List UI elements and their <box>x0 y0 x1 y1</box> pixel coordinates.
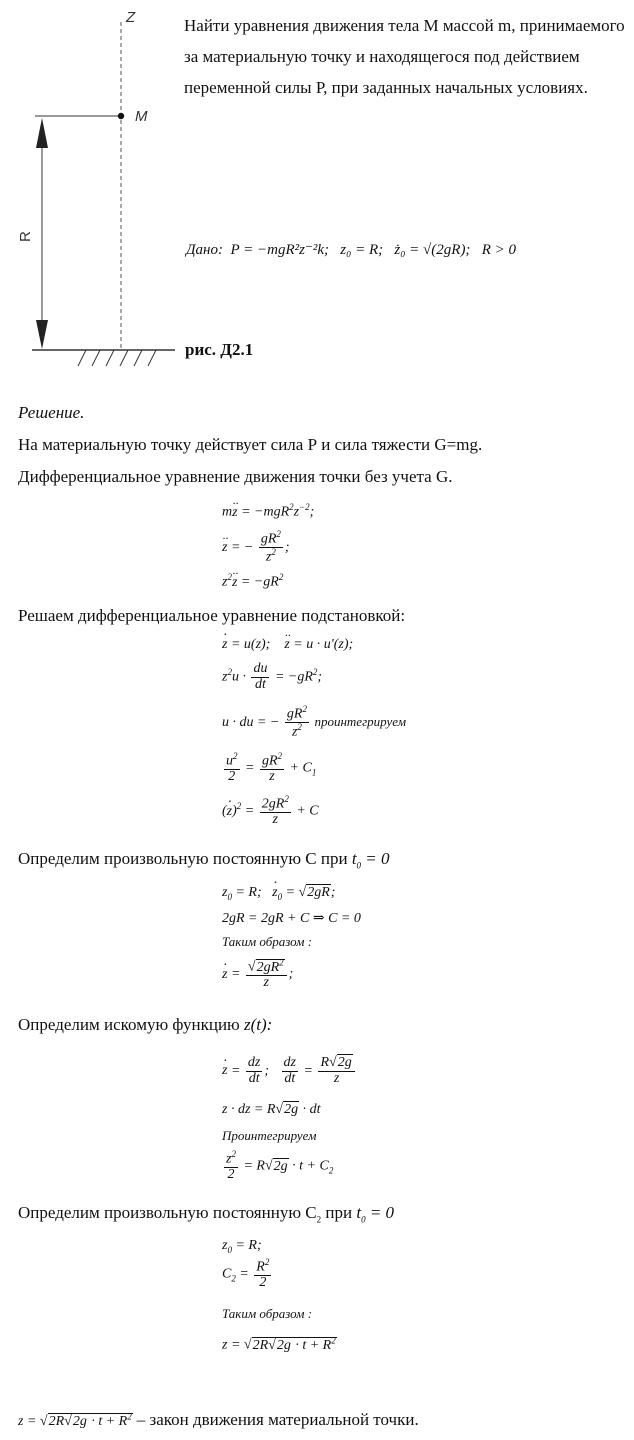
eq-dzdt: · z = $\frac{dz}{dt}$ ; $\frac{dz}{dt}$ = $\frac{R√2g}{z}$ <box>222 1056 357 1086</box>
given-line <box>186 240 516 259</box>
integrate-caption: Проинтегрируем <box>222 1128 317 1143</box>
solution-line-3: Решаем дифференциальное уравнение подстановкой: <box>18 606 406 625</box>
final-formula: $z = √2R√2g \cdot t + R^2$ <box>18 1411 132 1429</box>
eq-zdot-result: · z = $\frac{√2gR^2}{z}$ ; <box>222 958 293 991</box>
eq-z0-r: $z_0 = R$; <box>222 1238 262 1255</box>
solution-line-4: Определим произвольную постоянную С при $t_0 = 0$ <box>18 849 390 871</box>
eq-z2u: $z^2u$ · $\frac{du}{dt}$ = $-gR^2$; <box>222 661 323 692</box>
figure-d2-1 <box>0 0 180 380</box>
solution-line-6: Определим произвольную постоянную $С_2$ при $t_0 = 0$ <box>18 1203 395 1225</box>
arrow-down-icon <box>36 320 48 349</box>
given-condition: R > 0 <box>481 242 516 258</box>
final-text: – закон движения материальной точки. <box>136 1410 419 1429</box>
point-label-m: M <box>135 108 148 125</box>
eq-zdz: z · dz = R√2g · dt <box>222 1102 321 1117</box>
arrow-up-icon <box>36 118 48 148</box>
eq-zdot2: (· z)$^2$ = $\frac{2gR^2}{z}$ + C <box>222 795 319 828</box>
eq-substitution: · z = u(z); ·· z = u · u'(z); <box>222 637 353 653</box>
eq-c-zero: 2gR = 2gR + C ⇒ C = 0 <box>222 911 361 926</box>
solution-line-5: Определим искомую функцию z(t): <box>18 1015 273 1034</box>
figure-caption: рис. Д2.1 <box>185 340 254 359</box>
word-integrate: проинтегрируем <box>314 714 406 730</box>
axis-label-z: Z <box>126 9 136 26</box>
eq-z2zdd: $z^2\cdot\cdot z = -gR^2$ <box>222 572 283 591</box>
solution-heading: Решение. <box>18 403 85 422</box>
eq-c2: $C_2$ = $\frac{R^2}{2}$ <box>222 1257 270 1291</box>
task-text: Найти уравнения движения тела М массой m, принимаемого за материальную точку и находящегося под действием переменной силы Р, при заданных начальных условиях. <box>184 16 625 97</box>
eq-udu: u · du = − $\frac{gR^2}{z^2}$ проинтегрируем <box>222 704 406 740</box>
eq-newton: $m\cdot\cdot z = -mgR^2z^{-2}$; <box>222 502 314 521</box>
given-force: P = −mgR²z⁻²k; <box>230 242 330 258</box>
eq-z-result: $z = √2R√2g \cdot t + R^2$ <box>222 1335 336 1353</box>
solution-line-1: На материальную точку действует сила Р и сила тяжести G=mg. <box>18 435 483 454</box>
given-v0: ż₀ = √(2gR); <box>394 242 471 258</box>
given-label: Дано: <box>186 242 223 258</box>
thus-2: Таким образом : <box>222 1306 313 1321</box>
eq-initial: $z_0 = R$; · $z_0 = √2gR$; <box>222 885 335 902</box>
radius-label: R <box>17 231 34 242</box>
ground-hatching-icon <box>78 350 156 366</box>
given-z0: z₀ = R; <box>340 242 384 258</box>
eq-u2half: $\frac{u^2}{2}$ = $\frac{gR^2}{z}$ + $C_1$ <box>226 751 317 785</box>
solution-line-2: Дифференциальное уравнение движения точки без учета G. <box>18 467 453 486</box>
eq-zdd: ·· z = − $\frac{gR^2}{z^2}$ ; <box>222 530 290 566</box>
thus-1: Таким образом : <box>222 934 313 949</box>
eq-z2half: $\frac{z^2}{2}$ = $R√2g \cdot t + C_2$ <box>226 1149 334 1183</box>
point-m <box>118 113 124 119</box>
final-law <box>18 1410 419 1430</box>
